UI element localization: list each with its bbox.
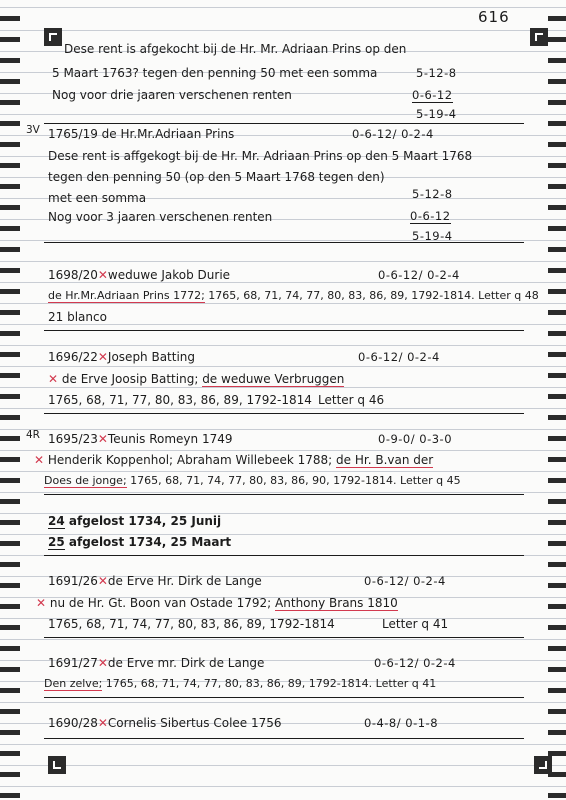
entry-header: 1765/19 de Hr.Mr.Adriaan Prins: [48, 127, 235, 141]
cross-mark-icon: ✕: [97, 350, 108, 364]
entry-name: Teunis Romeyn 1749: [107, 432, 233, 446]
entry-line: [48, 372, 344, 386]
owner-name-red: de Hr. B.van der: [336, 453, 434, 467]
amount: 0-6-12/ 0-2-4: [378, 268, 460, 282]
entry-number: 25: [48, 535, 65, 549]
entry-name: de Erve Hr. Dirk de Lange: [107, 574, 262, 588]
owner-name-red: de weduwe Verbruggen: [202, 372, 345, 386]
spiral-binding-left: [0, 0, 20, 800]
entry-number: 1691/26: [48, 574, 98, 588]
margin-note: 4R: [26, 429, 40, 441]
cross-mark-icon: ✕: [97, 574, 108, 588]
years-letter: 1765, 68, 71, 74, 77, 80, 83, 86, 89, 1792-1814. Letter q 48: [208, 289, 539, 302]
amount: 0-6-12/ 0-2-4: [358, 350, 440, 364]
letter-ref: Letter q 46: [318, 393, 385, 407]
cross-mark-icon: ✕: [36, 596, 47, 610]
entry-line: 5 Maart 1763? tegen den penning 50 met een somma: [52, 66, 378, 80]
amount: 0-6-12/ 0-2-4: [352, 127, 434, 141]
entry-number: 1695/23: [48, 432, 98, 446]
entry-header: [48, 268, 230, 282]
amount: 0-6-12: [412, 88, 453, 102]
entry-line: Nog voor 3 jaaren verschenen renten: [48, 210, 273, 224]
entry-line: 1765, 68, 71, 77, 80, 83, 86, 89, 1792-1814: [48, 393, 312, 407]
redemption-note: afgelost 1734, 25 Junij: [68, 514, 222, 528]
entry-header: [48, 432, 232, 446]
letter-ref: Letter q 41: [382, 617, 449, 631]
amount: 5-12-8: [412, 187, 453, 201]
entry-number: 24: [48, 514, 65, 528]
total-amount: 5-19-4: [412, 229, 453, 243]
cross-mark-icon: ✕: [97, 656, 108, 670]
entry-line: Nog voor drie jaaren verschenen renten: [52, 88, 292, 102]
owner-name-red: Does de jonge;: [44, 474, 127, 487]
amount: 0-4-8/ 0-1-8: [364, 716, 439, 730]
years-letter: 1765, 68, 71, 74, 77, 80, 83, 86, 90, 1792-1814. Letter q 45: [130, 474, 461, 487]
cross-mark-icon: ✕: [97, 432, 108, 446]
divider-line: [44, 494, 524, 495]
amount: 0-6-12/ 0-2-4: [364, 574, 446, 588]
corner-mark-icon: [530, 28, 548, 46]
entry-line: [36, 596, 398, 610]
divider-line: [44, 413, 524, 414]
total-amount: 5-19-4: [416, 107, 457, 121]
owner-name: de Erve Joosip Batting;: [61, 372, 199, 386]
cross-mark-icon: ✕: [48, 372, 59, 386]
entry-name: de Erve mr. Dirk de Lange: [107, 656, 265, 670]
divider-line: [44, 330, 524, 331]
spiral-binding-right: [548, 0, 566, 800]
divider-line: [44, 123, 524, 124]
entry-line: 21 blanco: [48, 310, 107, 324]
entry-header: [48, 656, 264, 670]
divider-line: [44, 738, 524, 739]
entry-name: weduwe Jakob Durie: [107, 268, 231, 282]
corner-mark-icon: [534, 756, 552, 774]
entry-line: 1765, 68, 71, 74, 77, 80, 83, 86, 89, 1792-1814: [48, 617, 335, 631]
entry-line: [48, 289, 539, 303]
margin-note: 3V: [26, 124, 40, 136]
redemption-note: afgelost 1734, 25 Maart: [68, 535, 232, 549]
entry-number: 1698/20: [48, 268, 98, 282]
entry-line: tegen den penning 50 (op den 5 Maart 1768 tegen den): [48, 170, 385, 184]
corner-mark-icon: [48, 756, 66, 774]
owner-name: nu de Hr. Gt. Boon van Ostade 1792;: [49, 596, 272, 610]
owner-name: Henderik Koppenhol; Abraham Willebeek 1788;: [47, 453, 333, 467]
divider-line: [44, 555, 524, 556]
entry-name: Joseph Batting: [107, 350, 196, 364]
entry-number: 1691/27: [48, 656, 98, 670]
amount: 0-6-12/ 0-2-4: [374, 656, 456, 670]
entry-line: met een somma: [48, 191, 147, 205]
divider-line: [44, 697, 524, 698]
corner-mark-icon: [44, 28, 62, 46]
amount: 0-6-12: [410, 209, 451, 223]
amount: 0-9-0/ 0-3-0: [378, 432, 453, 446]
entry-number: 1696/22: [48, 350, 98, 364]
years-letter: 1765, 68, 71, 74, 77, 80, 83, 86, 89, 1792-1814. Letter q 41: [105, 677, 437, 690]
cross-mark-icon: ✕: [34, 453, 45, 467]
entry-header: [48, 350, 195, 364]
cross-mark-icon: ✕: [97, 268, 108, 282]
owner-name-red: Den zelve;: [44, 677, 103, 690]
entry-line: [48, 514, 221, 528]
entry-line: [34, 453, 433, 467]
entry-number: 1690/28: [48, 716, 98, 730]
divider-line: [44, 637, 524, 638]
entry-line: Dese rent is afgekocht bij de Hr. Mr. Adriaan Prins op den: [64, 42, 407, 56]
page-number: 616: [478, 8, 510, 26]
entry-header: [48, 574, 262, 588]
entry-line: [44, 677, 436, 691]
cross-mark-icon: ✕: [97, 716, 108, 730]
entry-line: Dese rent is affgekogt bij de Hr. Mr. Adriaan Prins op den 5 Maart 1768: [48, 149, 473, 163]
owner-name: de Hr.Mr.Adriaan Prins 1772;: [48, 289, 205, 302]
entry-name: Cornelis Sibertus Colee 1756: [107, 716, 282, 730]
entry-line: [44, 474, 461, 488]
entry-line: [48, 535, 231, 549]
entry-header: [48, 716, 282, 730]
divider-line: [44, 242, 524, 243]
amount: 5-12-8: [416, 66, 457, 80]
owner-name-red: Anthony Brans 1810: [275, 596, 398, 610]
